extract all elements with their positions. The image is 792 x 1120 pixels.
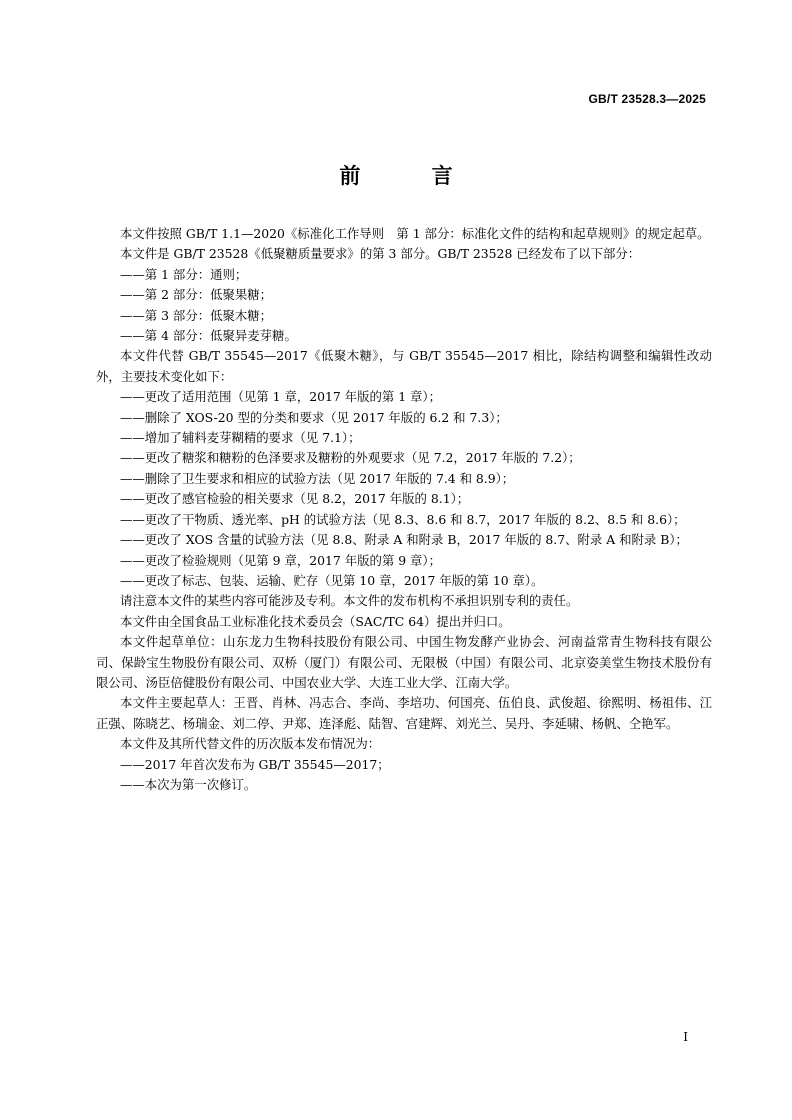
paragraph-drafting-units: 本文件起草单位：山东龙力生物科技股份有限公司、中国生物发酵产业协会、河南益常青生物科技有限公司、保龄宝生物股份有限公司、双桥（厦门）有限公司、无限极（中国）有限公司、北京姿美堂生物技术股份有限公司、汤臣倍健股份有限公司、中国农业大学、大连工业大学、江南大学。	[96, 634, 712, 690]
list-item: ——第 1 部分：通则；	[120, 266, 248, 282]
paragraph-replacement: 本文件代替 GB/T 35545—2017《低聚木糖》，与 GB/T 35545—2017 相比，除结构调整和编辑性改动外，主要技术变化如下：	[96, 348, 712, 384]
list-item: ——更改了糖浆和糖粉的色泽要求及糖粉的外观要求（见 7.2，2017 年版的 7.2）；	[120, 450, 581, 466]
list-item: ——增加了辅料麦芽糊精的要求（见 7.1）；	[120, 430, 361, 446]
list-item: ——更改了适用范围（见第 1 章，2017 年版的第 1 章）；	[120, 389, 441, 405]
list-item: ——删除了卫生要求和相应的试验方法（见 2017 年版的 7.4 和 8.9）；	[120, 470, 515, 486]
list-item: ——第 3 部分：低聚木糖；	[120, 307, 273, 323]
list-item: ——删除了 XOS-20 型的分类和要求（见 2017 年版的 6.2 和 7.3）；	[120, 409, 508, 425]
paragraph-committee: 本文件由全国食品工业标准化技术委员会（SAC/TC 64）提出并归口。	[120, 613, 511, 629]
list-item: ——2017 年首次发布为 GB/T 35545—2017；	[120, 756, 390, 772]
list-item: ——第 4 部分：低聚异麦芽糖。	[120, 328, 297, 344]
list-item: ——更改了 XOS 含量的试验方法（见 8.8、附录 A 和附录 B，2017 年版的 8.7、附录 A 和附录 B）；	[120, 532, 688, 548]
document-code: GB/T 23528.3—2025	[588, 92, 706, 106]
page-number: I	[683, 1030, 688, 1044]
list-item: ——更改了感官检验的相关要求（见 8.2，2017 年版的 8.1）；	[120, 491, 470, 507]
list-item: ——更改了干物质、透光率、pH 的试验方法（见 8.3、8.6 和 8.7，2017 年版的 8.2、8.5 和 8.6）；	[120, 511, 686, 527]
list-item: ——第 2 部分：低聚果糖；	[120, 287, 273, 303]
paragraph-drafters: 本文件主要起草人：王晋、肖林、冯志合、李尚、李培功、何国亮、伍伯良、武俊超、徐熙明、杨祖伟、江正强、陈晓艺、杨瑞金、刘二停、尹郑、连泽彪、陆智、宫建辉、刘光兰、吴丹、李延啸、杨帆、仝艳军。	[96, 695, 712, 731]
list-item: ——更改了标志、包装、运输、贮存（见第 10 章，2017 年版的第 10 章）。	[120, 572, 544, 588]
paragraph-patent-notice: 请注意本文件的某些内容可能涉及专利。本文件的发布机构不承担识别专利的责任。	[120, 593, 579, 609]
list-item: ——更改了检验规则（见第 9 章，2017 年版的第 9 章）；	[120, 552, 441, 568]
paragraph-version-history: 本文件及其所代替文件的历次版本发布情况为：	[120, 736, 381, 752]
foreword-body	[96, 224, 712, 795]
page-title: 前 言	[339, 163, 485, 188]
paragraph-drafting-rules: 本文件按照 GB/T 1.1—2020《标准化工作导则 第 1 部分：标准化文件的结构和起草规则》的规定起草。	[120, 226, 710, 241]
paragraph-part-info: 本文件是 GB/T 23528《低聚糖质量要求》的第 3 部分。GB/T 23528 已经发布了以下部分：	[120, 246, 641, 262]
list-item: ——本次为第一次修订。	[120, 776, 257, 792]
